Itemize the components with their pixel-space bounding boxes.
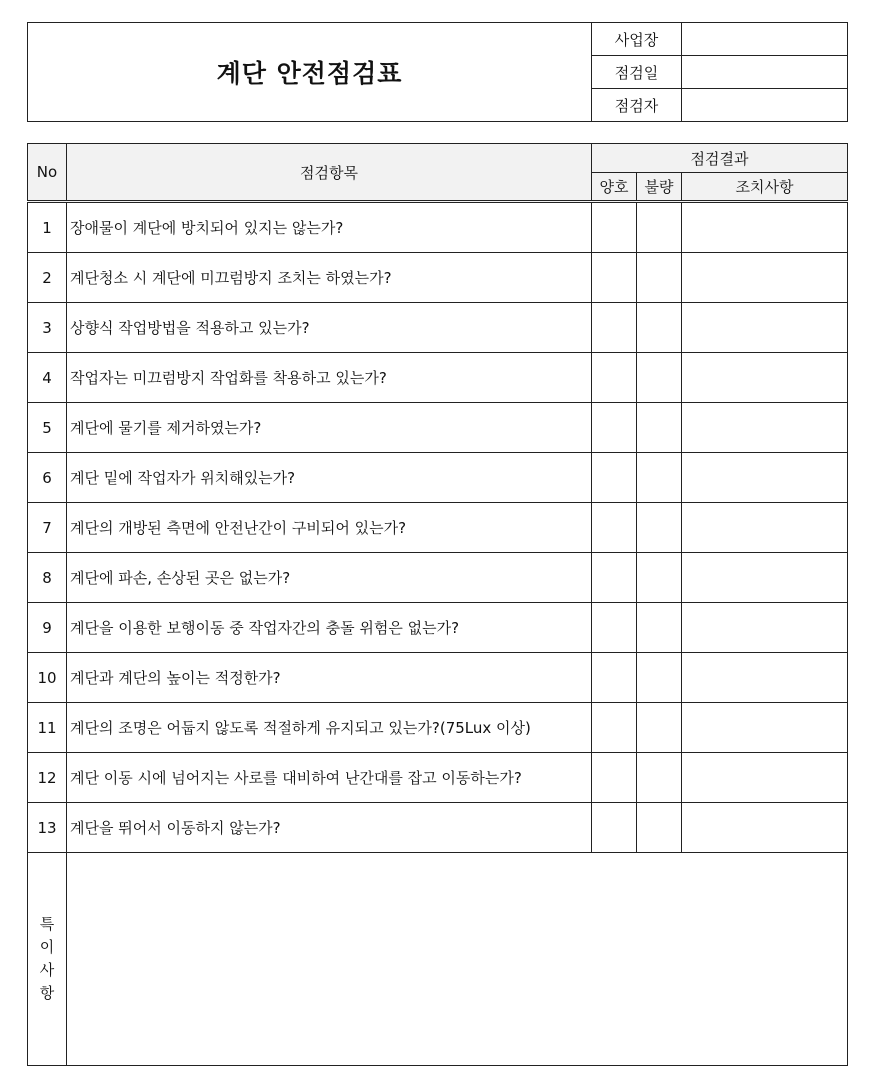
good-checkbox-cell[interactable]: [592, 453, 637, 503]
bad-checkbox-cell[interactable]: [637, 453, 682, 503]
remarks-label-char: 이: [39, 938, 55, 956]
good-checkbox-cell[interactable]: [592, 703, 637, 753]
bad-checkbox-cell[interactable]: [637, 653, 682, 703]
action-cell[interactable]: [682, 202, 848, 253]
bad-checkbox-cell[interactable]: [637, 303, 682, 353]
row-number: 13: [28, 803, 67, 853]
table-row: [28, 202, 848, 253]
bad-checkbox-cell[interactable]: [637, 353, 682, 403]
column-header-bad: 불량: [637, 173, 682, 202]
bad-checkbox-cell[interactable]: [637, 753, 682, 803]
good-checkbox-cell[interactable]: [592, 353, 637, 403]
bad-checkbox-cell[interactable]: [637, 603, 682, 653]
header-box: [27, 22, 848, 122]
bad-checkbox-cell[interactable]: [637, 403, 682, 453]
action-cell[interactable]: [682, 653, 848, 703]
check-item-text: 계단을 이용한 보행이동 중 작업자간의 충돌 위험은 없는가?: [67, 603, 592, 653]
table-row: [28, 503, 848, 553]
remarks-label-char: 사: [39, 961, 55, 979]
good-checkbox-cell[interactable]: [592, 803, 637, 853]
action-cell[interactable]: [682, 803, 848, 853]
check-item-text: 계단에 파손, 손상된 곳은 없는가?: [67, 553, 592, 603]
row-number: 1: [28, 202, 67, 253]
table-row: [28, 703, 848, 753]
check-item-text: 계단의 조명은 어둡지 않도록 적절하게 유지되고 있는가?(75Lux 이상): [67, 703, 592, 753]
column-header-action: 조치사항: [682, 173, 848, 202]
remarks-label: [28, 853, 67, 1066]
column-header-result: 점검결과: [592, 144, 848, 173]
row-number: 5: [28, 403, 67, 453]
remarks-row: [28, 853, 848, 1066]
good-checkbox-cell[interactable]: [592, 753, 637, 803]
check-item-text: 작업자는 미끄럼방지 작업화를 착용하고 있는가?: [67, 353, 592, 403]
row-number: 12: [28, 753, 67, 803]
site-label: 사업장: [592, 23, 682, 56]
table-row: [28, 603, 848, 653]
remarks-label-char: 특: [39, 915, 55, 933]
action-cell[interactable]: [682, 353, 848, 403]
action-cell[interactable]: [682, 503, 848, 553]
check-item-text: 상향식 작업방법을 적용하고 있는가?: [67, 303, 592, 353]
check-item-text: 장애물이 계단에 방치되어 있지는 않는가?: [67, 202, 592, 253]
action-cell[interactable]: [682, 753, 848, 803]
check-item-text: 계단청소 시 계단에 미끄럼방지 조치는 하였는가?: [67, 253, 592, 303]
bad-checkbox-cell[interactable]: [637, 803, 682, 853]
good-checkbox-cell[interactable]: [592, 653, 637, 703]
site-field[interactable]: [682, 23, 848, 56]
action-cell[interactable]: [682, 453, 848, 503]
row-number: 8: [28, 553, 67, 603]
bad-checkbox-cell[interactable]: [637, 703, 682, 753]
check-item-text: 계단을 뛰어서 이동하지 않는가?: [67, 803, 592, 853]
column-header-good: 양호: [592, 173, 637, 202]
good-checkbox-cell[interactable]: [592, 553, 637, 603]
table-row: [28, 753, 848, 803]
check-item-text: 계단의 개방된 측면에 안전난간이 구비되어 있는가?: [67, 503, 592, 553]
inspection-date-field[interactable]: [682, 56, 848, 89]
checklist-table: [27, 143, 848, 1066]
action-cell[interactable]: [682, 253, 848, 303]
inspector-field[interactable]: [682, 89, 848, 122]
good-checkbox-cell[interactable]: [592, 253, 637, 303]
row-number: 11: [28, 703, 67, 753]
bad-checkbox-cell[interactable]: [637, 553, 682, 603]
bad-checkbox-cell[interactable]: [637, 202, 682, 253]
action-cell[interactable]: [682, 403, 848, 453]
table-row: [28, 303, 848, 353]
check-item-text: 계단 밑에 작업자가 위치해있는가?: [67, 453, 592, 503]
row-number: 3: [28, 303, 67, 353]
table-row: [28, 553, 848, 603]
table-row: [28, 403, 848, 453]
action-cell[interactable]: [682, 303, 848, 353]
table-row: [28, 803, 848, 853]
column-header-no: No: [28, 144, 67, 202]
good-checkbox-cell[interactable]: [592, 202, 637, 253]
row-number: 6: [28, 453, 67, 503]
remarks-field[interactable]: [67, 853, 848, 1066]
check-item-text: 계단에 물기를 제거하였는가?: [67, 403, 592, 453]
good-checkbox-cell[interactable]: [592, 303, 637, 353]
inspection-date-label: 점검일: [592, 56, 682, 89]
table-row: [28, 453, 848, 503]
row-number: 7: [28, 503, 67, 553]
remarks-label-char: 항: [39, 984, 55, 1002]
action-cell[interactable]: [682, 603, 848, 653]
table-row: [28, 353, 848, 403]
row-number: 2: [28, 253, 67, 303]
bad-checkbox-cell[interactable]: [637, 503, 682, 553]
good-checkbox-cell[interactable]: [592, 403, 637, 453]
row-number: 4: [28, 353, 67, 403]
column-header-item: 점검항목: [67, 144, 592, 202]
good-checkbox-cell[interactable]: [592, 503, 637, 553]
inspector-label: 점검자: [592, 89, 682, 122]
row-number: 9: [28, 603, 67, 653]
action-cell[interactable]: [682, 703, 848, 753]
check-item-text: 계단 이동 시에 넘어지는 사로를 대비하여 난간대를 잡고 이동하는가?: [67, 753, 592, 803]
check-item-text: 계단과 계단의 높이는 적정한가?: [67, 653, 592, 703]
good-checkbox-cell[interactable]: [592, 603, 637, 653]
table-row: [28, 253, 848, 303]
page-title: 계단 안전점검표: [28, 23, 592, 122]
row-number: 10: [28, 653, 67, 703]
table-row: [28, 653, 848, 703]
action-cell[interactable]: [682, 553, 848, 603]
bad-checkbox-cell[interactable]: [637, 253, 682, 303]
